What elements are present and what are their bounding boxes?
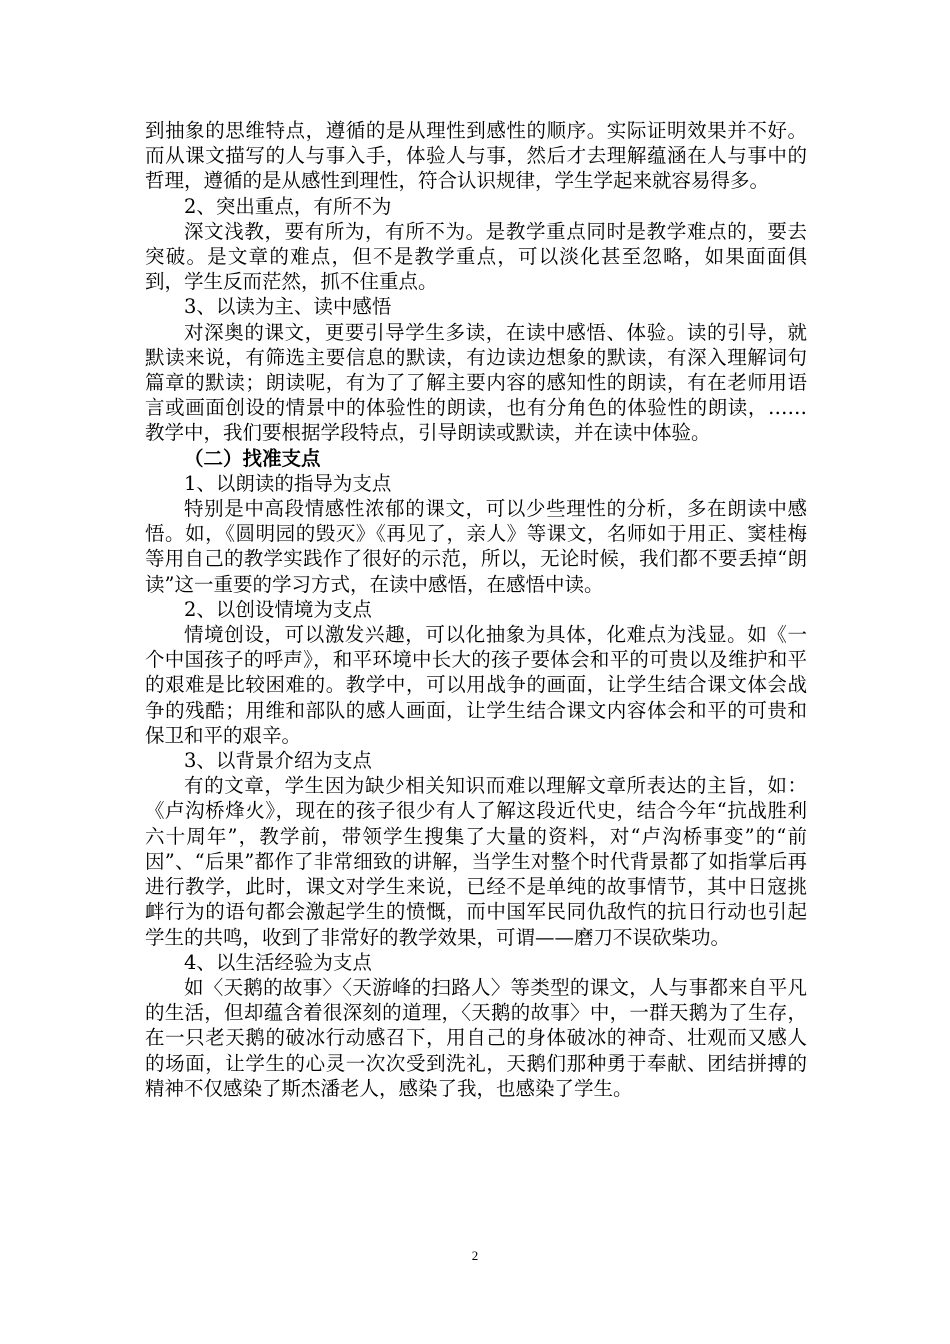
paragraph-life-experience: 如〈天鹅的故事〉〈天游峰的扫路人〉等类型的课文，人与事都来自平凡的生活，但却蕴含着很深刻的道理，〈天鹅的故事〉中，一群天鹅为了生存，在一只老天鹅的破冰行动感召下，用自己的身体破冰的神奇、壮观而又感人的场面，让学生的心灵一次次受到洗礼，天鹅们那种勇于奉献、团结拼搏的精神不仅感染了斯杰潘老人，感染了我，也感染了学生。 [145, 975, 807, 1100]
subheading-reading-aloud-pivot: 1、以朗读的指导为支点 [184, 471, 392, 495]
paragraph-guided-reading: 对深奥的课文，更要引导学生多读，在读中感悟、体验。读的引导，就默读来说，有筛选主要信息的默读，有边读边想象的默读，有深入理解词句篇章的默读；朗读呢，有为了了解主要内容的感知性的朗读，有在老师用语言或画面创设的情景中的体验性的朗读，也有分角色的体验性的朗读，……教学中，我们要根据学段特点，引导朗读或默读，并在读中体验。 [145, 320, 807, 445]
paragraph-situation: 情境创设，可以激发兴趣，可以化抽象为具体，化难点为浅显。如《一个中国孩子的呼声》，和平环境中长大的孩子要体会和平的可贵以及维护和平的艰难是比较困难的。教学中，可以用战争的画面，让学生结合课文体会战争的残酷；用维和部队的感人画面，让学生结合课文内容体会和平的可贵和保卫和平的艰辛。 [145, 623, 807, 747]
paragraph-background: 有的文章，学生因为缺少相关知识而难以理解文章所表达的主旨，如：《卢沟桥烽火》，现在的孩子很少有人了解这段近代史，结合今年“抗战胜利六十周年”，教学前，带领学生搜集了大量的资料，对“卢沟桥事变”的“前因”、“后果”都作了非常细致的讲解，当学生对整个时代背景都了如指掌后再进行教学，此时，课文对学生来说，已经不是单纯的故事情节，其中日寇挑衅行为的语句都会激起学生的愤慨，而中国军民同仇敌忾的抗日行动也引起学生的共鸣，收到了非常好的教学效果，可谓——磨刀不误砍柴功。 [145, 774, 807, 949]
subheading-background-pivot: 3、以背景介绍为支点 [184, 749, 372, 773]
paragraph-continuation: 到抽象的思维特点，遵循的是从理性到感性的顺序。实际证明效果并不好。而从课文描写的人与事入手，体验人与事，然后才去理解蕴涵在人与事中的哲理，遵循的是从感性到理性，符合认识规律，学生学起来就容易得多。 [145, 119, 807, 193]
page-number: 2 [471, 1248, 479, 1263]
paragraph-reading-aloud: 特别是中高段情感性浓郁的课文，可以少些理性的分析，多在朗读中感悟。如，《圆明园的毁灭》《再见了，亲人》等课文，名师如于用正、窦桂梅等用自己的教学实践作了很好的示范，所以，无论时候，我们都不要丢掉“朗读”这一重要的学习方式，在读中感悟，在感悟中读。 [145, 497, 807, 596]
subheading-life-experience-pivot: 4、以生活经验为支点 [184, 950, 372, 974]
paragraph-deep-text-shallow-teaching: 深文浅教，要有所为，有所不为。是教学重点同时是教学难点的，要去突破。是文章的难点，但不是教学重点，可以淡化甚至忽略，如果面面俱到，学生反而茫然，抓不住重点。 [145, 219, 807, 294]
subheading-reading-centered: 3、以读为主、读中感悟 [184, 295, 392, 319]
subheading-highlight-focus: 2、突出重点，有所不为 [184, 194, 392, 218]
section-heading-find-pivot: （二）找准支点 [184, 446, 321, 470]
document-body [145, 118, 807, 1101]
subheading-situation-pivot: 2、以创设情境为支点 [184, 597, 372, 621]
